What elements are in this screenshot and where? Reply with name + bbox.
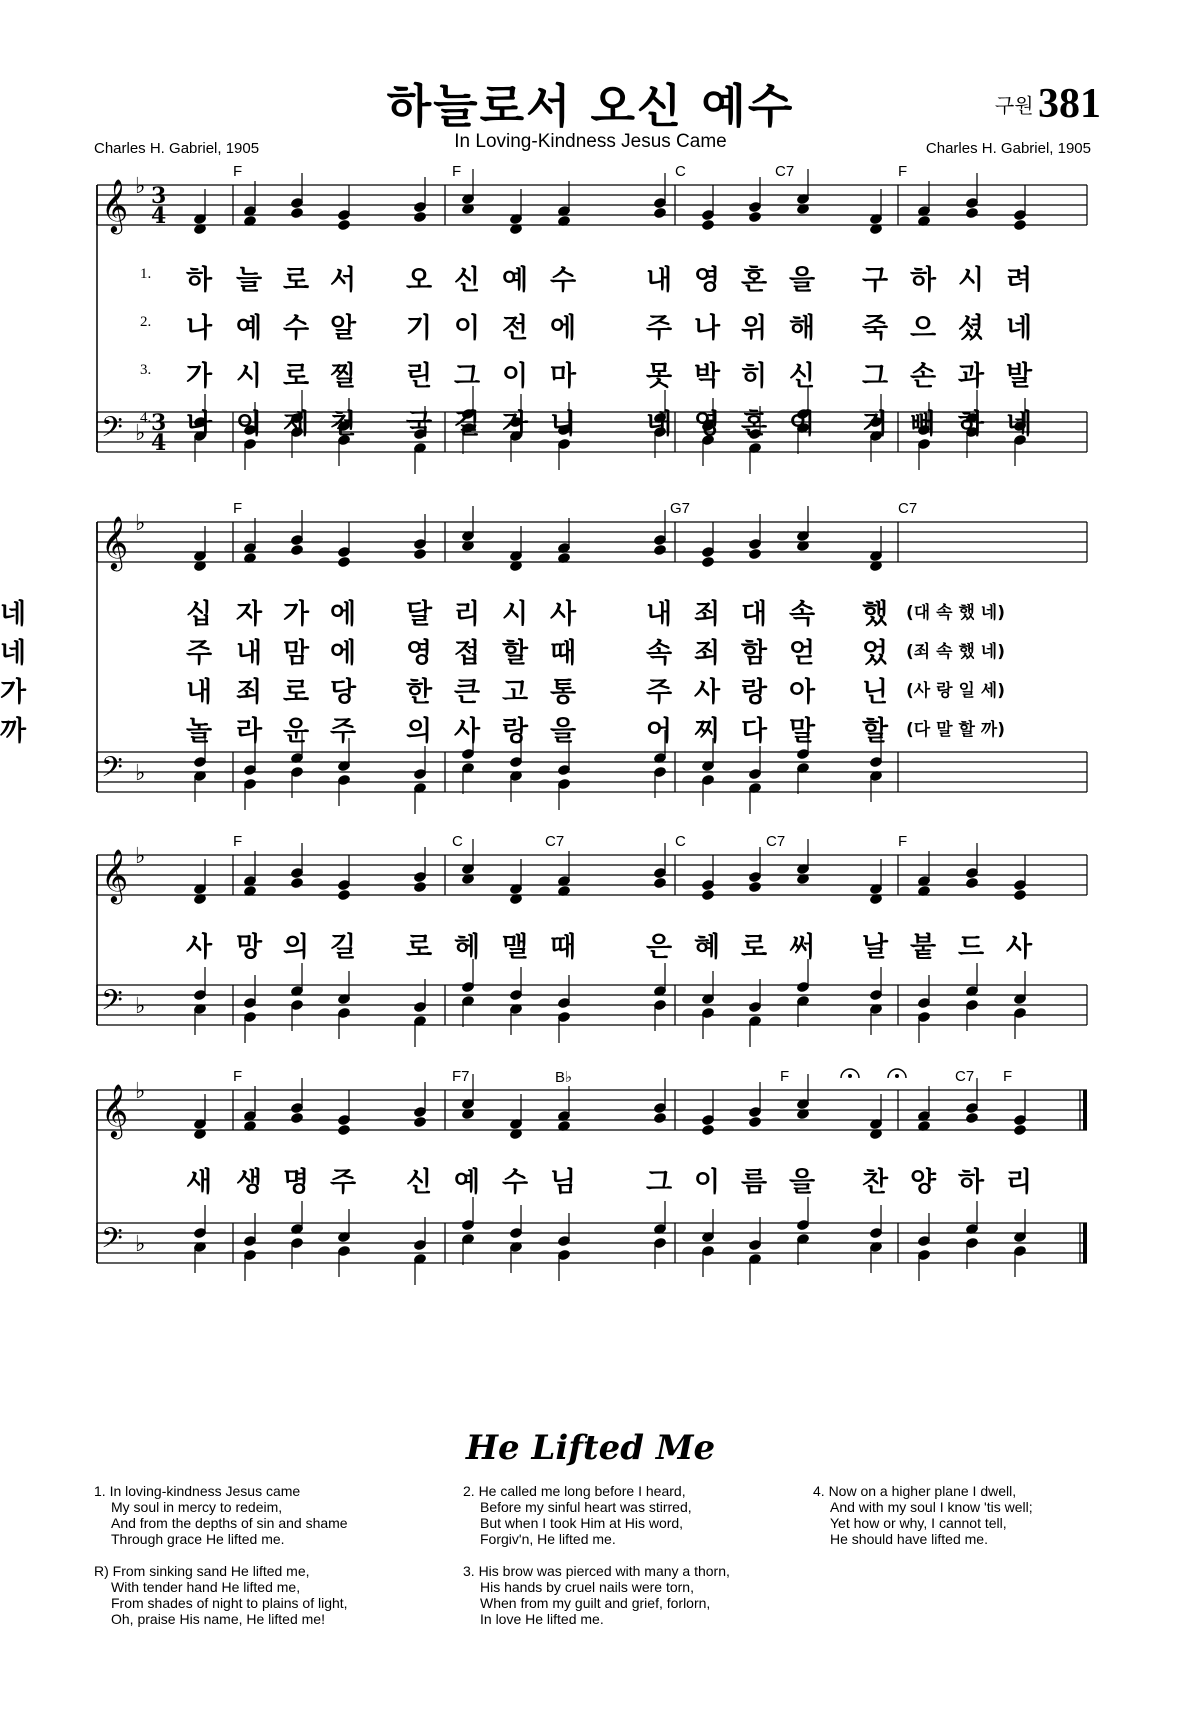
lyric-syllable: 랑 (502, 716, 529, 747)
key-flat-icon: ♭ (135, 1232, 146, 1257)
lyric-syllable: 을 (550, 716, 577, 747)
stanza-3 (463, 1563, 730, 1627)
chord-symbol: C7 (775, 163, 795, 180)
lyric-syllable: 기 (406, 313, 433, 344)
treble-clef-icon: 𝄞 (101, 515, 129, 569)
treble-note (337, 556, 351, 569)
lyric-syllable: 네 (0, 638, 27, 669)
lyric-echo: (사 랑 일 세) (906, 681, 1005, 701)
lyric-syllable: 찔 (330, 361, 357, 392)
lyric-syllable: 예 (502, 265, 529, 296)
lyric-syllable: 리 (454, 599, 481, 630)
treble-note (653, 1112, 667, 1125)
lyric-syllable: 나 (694, 313, 721, 344)
lyric-syllable: 뻐 (910, 409, 937, 440)
lyric-syllable: 국 (406, 409, 433, 440)
lyric-syllable: 로 (283, 677, 310, 708)
lyric-syllable: 발 (1006, 361, 1033, 392)
stanza-line: But when I took Him at His word, (480, 1515, 684, 1531)
lyric-syllable: 려 (1006, 265, 1033, 296)
lyric-syllable: 얻 (789, 638, 816, 669)
lyric-syllable: 수 (502, 1167, 529, 1198)
lyric-syllable: 통 (550, 677, 577, 708)
lyric-syllable: 이 (502, 361, 529, 392)
lyric-syllable: 내 (646, 599, 673, 630)
lyric-syllable: 날 (862, 932, 889, 963)
chord-symbol: F (898, 163, 908, 180)
lyric-syllable: 못 (646, 361, 673, 392)
lyric-syllable: 기 (862, 409, 889, 440)
lyric-syllable: 예 (236, 313, 263, 344)
stanza-line: Before my sinful heart was stirred, (480, 1499, 692, 1515)
chord-symbol: C (675, 833, 686, 850)
lyric-syllable: 맘 (283, 638, 310, 669)
chord-symbol: C7 (545, 833, 565, 850)
lyric-syllable: 속 (789, 599, 816, 630)
stanza-line: His hands by cruel nails were torn, (480, 1579, 694, 1595)
time-signature-top: 3 (151, 410, 167, 436)
stanza-line: Forgiv'n, He lifted me. (480, 1531, 616, 1547)
lyric-syllable: 아 (789, 677, 816, 708)
treble-note (653, 877, 667, 890)
lyric-syllable: 사 (454, 716, 481, 747)
lyric-syllable: 그 (454, 361, 481, 392)
lyric-syllable: 오 (406, 265, 433, 296)
lyric-syllable: 내 (236, 638, 263, 669)
lyric-syllable: 달 (406, 599, 433, 630)
lyric-syllable: 시 (502, 599, 529, 630)
time-signature-top: 3 (151, 183, 167, 209)
lyric-syllable: 에 (330, 638, 357, 669)
lyric-syllable: 죄 (694, 599, 721, 630)
lyric-syllable: 었 (862, 638, 889, 669)
lyric-echo: (다 말 할 까) (906, 720, 1005, 740)
treble-note (653, 207, 667, 220)
lyric-syllable: 셨 (958, 313, 985, 344)
lyric-syllable: 이 (789, 409, 816, 440)
stanza-line: In love He lifted me. (480, 1611, 604, 1627)
lyric-syllable: 써 (789, 932, 816, 963)
lyric-syllable: 생 (236, 1167, 263, 1198)
chord-symbol: F (1003, 1068, 1013, 1085)
lyric-syllable: 고 (502, 677, 529, 708)
lyric-syllable: 망 (236, 932, 263, 963)
fermata-dot (895, 1074, 899, 1078)
lyric-syllable: 한 (406, 677, 433, 708)
stanza-line: With tender hand He lifted me, (111, 1579, 301, 1595)
lyric-syllable: 주 (646, 677, 673, 708)
stanza-line: And with my soul I know 'tis well; (830, 1499, 1033, 1515)
stanza-line: 1. In loving-kindness Jesus came (94, 1483, 301, 1499)
hymn-number: 381 (1038, 81, 1101, 127)
chord-symbol: F (452, 163, 462, 180)
lyric-syllable: 주 (330, 716, 357, 747)
lyric-syllable: 내 (646, 265, 673, 296)
lyric-syllable: 가 (283, 599, 310, 630)
lyric-syllable: 하 (186, 265, 213, 296)
treble-note (965, 1112, 979, 1125)
lyric-syllable: 은 (646, 932, 673, 963)
lyric-syllable: 십 (186, 599, 213, 630)
stanza-2 (463, 1483, 692, 1547)
lyric-syllable: 할 (502, 638, 529, 669)
key-flat-icon: ♭ (135, 1079, 146, 1104)
bass-clef-icon: 𝄢 (101, 751, 123, 791)
lyric-syllable: 름 (741, 1167, 768, 1198)
lyric-syllable: 늘 (236, 265, 263, 296)
lyric-syllable: 속 (646, 638, 673, 669)
treble-note (337, 219, 351, 232)
lyric-syllable: 수 (550, 265, 577, 296)
fermata-dot (848, 1074, 852, 1078)
lyric-syllable: 하 (958, 1167, 985, 1198)
lyric-syllable: 자 (236, 599, 263, 630)
lyric-syllable: 니 (550, 409, 577, 440)
lyric-syllable: 네 (1006, 313, 1033, 344)
treble-clef-icon: 𝄞 (101, 1083, 129, 1137)
lyric-syllable: 로 (741, 932, 768, 963)
lyric-syllable: 대 (741, 599, 768, 630)
lyric-syllable: 명 (283, 1167, 310, 1198)
lyric-syllable: 리 (1006, 1167, 1033, 1198)
stanza-line: And from the depths of sin and shame (111, 1515, 348, 1531)
lyric-syllable: 린 (406, 361, 433, 392)
lyric-syllable: 네 (1006, 409, 1033, 440)
lyric-syllable: 신 (454, 265, 481, 296)
time-signature-bottom: 4 (151, 203, 167, 229)
treble-note (1013, 889, 1027, 902)
lyric-syllable: 에 (330, 599, 357, 630)
chord-symbol: B♭ (555, 1069, 573, 1086)
lyric-syllable: 어 (646, 716, 673, 747)
lyric-syllable: 으 (910, 313, 937, 344)
key-flat-icon: ♭ (135, 511, 146, 536)
chord-symbol: F (233, 500, 243, 517)
lyric-syllable: 놀 (186, 716, 213, 747)
verse-number: 1. (140, 266, 152, 282)
lyric-syllable: 때 (550, 638, 577, 669)
lyric-syllable: 하 (910, 265, 937, 296)
key-flat-icon: ♭ (135, 844, 146, 869)
credit-lyricist: Charles H. Gabriel, 1905 (94, 140, 260, 157)
stanza-4 (813, 1483, 1033, 1547)
lyric-syllable: 가 (502, 409, 529, 440)
lyric-syllable: 신 (789, 361, 816, 392)
stanza-line: 3. His brow was pierced with many a thorn, (463, 1563, 730, 1579)
lyric-syllable: 영 (406, 638, 433, 669)
lyric-syllable: 내 (186, 677, 213, 708)
hymn-number-label: 구원 (994, 95, 1034, 118)
lyric-syllable: 접 (454, 638, 481, 669)
treble-note (413, 1116, 427, 1129)
chord-symbol: C (452, 833, 463, 850)
stanza-line: When from my guilt and grief, forlorn, (480, 1595, 711, 1611)
chord-symbol: F (780, 1068, 790, 1085)
treble-note (701, 1124, 715, 1137)
treble-clef-icon: 𝄞 (101, 178, 129, 232)
lyric-syllable: 찬 (862, 1167, 889, 1198)
lyric-syllable: 마 (550, 361, 577, 392)
lyric-syllable: 전 (502, 313, 529, 344)
chord-symbol: F (233, 1068, 243, 1085)
lyric-syllable: 큰 (454, 677, 481, 708)
verse-number: 3. (140, 362, 152, 378)
lyric-syllable: 사 (186, 932, 213, 963)
treble-note (413, 548, 427, 561)
lyric-syllable: 주 (186, 638, 213, 669)
lyric-syllable: 히 (741, 361, 768, 392)
lyric-syllable: 위 (741, 313, 768, 344)
lyric-syllable: 해 (789, 313, 816, 344)
stanza-1 (94, 1483, 348, 1547)
treble-note (701, 889, 715, 902)
key-flat-icon: ♭ (135, 421, 146, 446)
lyric-syllable: 다 (741, 716, 768, 747)
treble-note (653, 544, 667, 557)
hymn-subtitle: In Loving-Kindness Jesus Came (454, 131, 727, 152)
chord-symbol: F (898, 833, 908, 850)
lyric-syllable: 에 (550, 313, 577, 344)
stanza-line: 2. He called me long before I heard, (463, 1483, 686, 1499)
treble-note (748, 548, 762, 561)
lyric-syllable: 을 (789, 265, 816, 296)
lyric-syllable: 주 (330, 1167, 357, 1198)
treble-note (1013, 1124, 1027, 1137)
stanza-line: Yet how or why, I cannot tell, (830, 1515, 1007, 1531)
treble-note (701, 219, 715, 232)
lyric-syllable: 드 (958, 932, 985, 963)
stanza-line: Oh, praise His name, He lifted me! (111, 1611, 325, 1627)
treble-note (413, 211, 427, 224)
lyric-syllable: 시 (958, 265, 985, 296)
treble-note (337, 889, 351, 902)
lyric-syllable: 로 (283, 361, 310, 392)
lyric-syllable: 붙 (910, 932, 937, 963)
treble-note (748, 1116, 762, 1129)
key-flat-icon: ♭ (135, 174, 146, 199)
lyric-syllable: 수 (283, 313, 310, 344)
stanza-line: R) From sinking sand He lifted me, (94, 1563, 310, 1579)
treble-note (290, 877, 304, 890)
chord-symbol: C (675, 163, 686, 180)
stanza-refrain (94, 1563, 348, 1627)
lyric-syllable: 주 (646, 313, 673, 344)
stanza-line: Through grace He lifted me. (111, 1531, 285, 1547)
lyric-syllable: 했 (862, 599, 889, 630)
lyric-syllable: 과 (958, 361, 985, 392)
lyric-syllable: 말 (789, 716, 816, 747)
treble-note (748, 211, 762, 224)
lyric-syllable: 당 (330, 677, 357, 708)
lyric-syllable: 죄 (236, 677, 263, 708)
lyric-syllable: 나 (186, 313, 213, 344)
credit-composer: Charles H. Gabriel, 1905 (925, 140, 1091, 157)
lyric-syllable: 길 (454, 409, 481, 440)
stanza-line: From shades of night to plains of light, (111, 1595, 348, 1611)
chord-symbol: G7 (670, 500, 691, 517)
lyric-syllable: 나 (186, 409, 213, 440)
lyric-syllable: 운 (283, 716, 310, 747)
lyric-syllable: 맬 (502, 932, 529, 963)
verse-number: 4. (140, 410, 152, 426)
bass-clef-icon: 𝄢 (101, 984, 123, 1024)
lyric-syllable: 제 (283, 409, 310, 440)
stanza-line: My soul in mercy to redeim, (111, 1499, 283, 1515)
lyric-syllable: 때 (550, 932, 577, 963)
lyric-syllable: 알 (330, 313, 357, 344)
verse-number: 2. (140, 314, 152, 330)
lyric-syllable: 시 (236, 361, 263, 392)
lyric-echo: (대 속 했 네) (906, 603, 1005, 623)
lyric-syllable: 손 (910, 361, 937, 392)
bass-clef-icon: 𝄢 (101, 1222, 123, 1262)
lyric-syllable: 길 (330, 932, 357, 963)
stanza-line: 4. Now on a higher plane I dwell, (813, 1483, 1017, 1499)
lyric-syllable: 죄 (694, 638, 721, 669)
english-title: He Lifted Me (465, 1428, 716, 1468)
lyric-syllable: 하 (958, 409, 985, 440)
lyric-syllable: 혼 (741, 265, 768, 296)
final-barline-thick (1083, 1090, 1087, 1130)
lyric-syllable: 랑 (741, 677, 768, 708)
lyric-syllable: 그 (862, 361, 889, 392)
treble-note (965, 877, 979, 890)
lyric-syllable: 닌 (862, 677, 889, 708)
lyric-syllable: 영 (694, 409, 721, 440)
lyric-syllable: 가 (0, 677, 27, 708)
treble-note (337, 1124, 351, 1137)
treble-clef-icon: 𝄞 (101, 848, 129, 902)
stanza-line: He should have lifted me. (830, 1531, 988, 1547)
lyric-syllable: 까 (0, 716, 27, 747)
treble-note (413, 881, 427, 894)
treble-note (965, 207, 979, 220)
lyric-syllable: 을 (789, 1167, 816, 1198)
lyric-syllable: 의 (283, 932, 310, 963)
chord-symbol: F (233, 833, 243, 850)
time-signature-bottom: 4 (151, 430, 167, 456)
lyric-syllable: 라 (236, 716, 263, 747)
lyric-syllable: 내 (646, 409, 673, 440)
chord-symbol: F (233, 163, 243, 180)
bass-clef-icon: 𝄢 (101, 411, 123, 451)
lyric-syllable: 혼 (741, 409, 768, 440)
chord-symbol: C7 (898, 500, 918, 517)
lyric-syllable: 함 (741, 638, 768, 669)
lyric-syllable: 가 (186, 361, 213, 392)
treble-note (748, 881, 762, 894)
lyric-syllable: 이 (694, 1167, 721, 1198)
lyric-syllable: 영 (694, 265, 721, 296)
key-flat-icon: ♭ (135, 761, 146, 786)
lyric-syllable: 새 (186, 1167, 213, 1198)
lyric-syllable: 양 (910, 1167, 937, 1198)
lyric-syllable: 로 (283, 265, 310, 296)
lyric-syllable: 박 (694, 361, 721, 392)
hymn-title: 하늘로서 오신 예수 (386, 79, 795, 133)
lyric-syllable: 님 (550, 1167, 577, 1198)
chord-symbol: C7 (766, 833, 786, 850)
chord-symbol: C7 (955, 1068, 975, 1085)
treble-note (701, 556, 715, 569)
chord-symbol: F7 (452, 1068, 470, 1085)
lyric-syllable: 이 (454, 313, 481, 344)
lyric-syllable: 그 (646, 1167, 673, 1198)
lyric-syllable: 할 (862, 716, 889, 747)
lyric-syllable: 사 (1006, 932, 1033, 963)
lyric-syllable: 이 (236, 409, 263, 440)
lyric-syllable: 로 (406, 932, 433, 963)
treble-note (1013, 219, 1027, 232)
lyric-syllable: 천 (330, 409, 357, 440)
lyric-syllable: 신 (406, 1167, 433, 1198)
lyric-syllable: 구 (862, 265, 889, 296)
treble-note (290, 544, 304, 557)
treble-note (290, 207, 304, 220)
lyric-syllable: 사 (694, 677, 721, 708)
lyric-echo: (죄 속 했 네) (906, 642, 1005, 662)
lyric-syllable: 죽 (862, 313, 889, 344)
lyric-syllable: 사 (550, 599, 577, 630)
key-flat-icon: ♭ (135, 994, 146, 1019)
lyric-syllable: 예 (454, 1167, 481, 1198)
final-barline-thick (1083, 1223, 1087, 1263)
treble-note (290, 1112, 304, 1125)
lyric-syllable: 네 (0, 599, 27, 630)
lyric-syllable: 헤 (454, 932, 481, 963)
lyric-syllable: 찌 (694, 716, 721, 747)
lyric-syllable: 서 (330, 265, 357, 296)
lyric-syllable: 의 (406, 716, 433, 747)
lyric-syllable: 혜 (694, 932, 721, 963)
